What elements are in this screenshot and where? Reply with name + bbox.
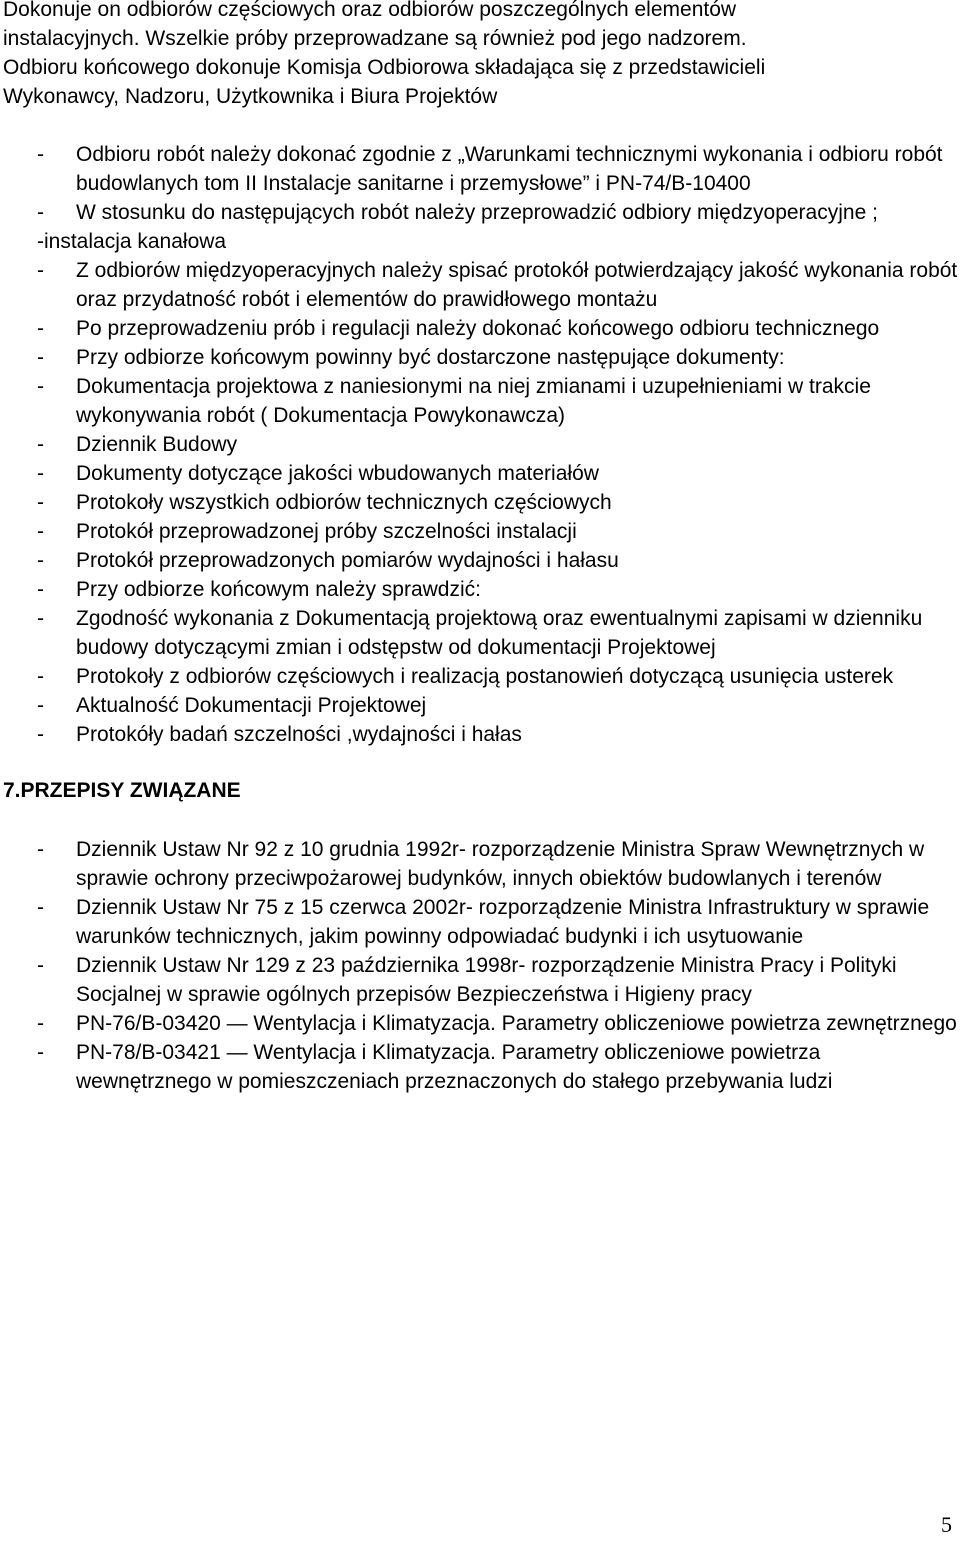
dash-bullet: - [37, 954, 44, 977]
list-item: - Protokoły z odbiorów częściowych i realizacją postanowień dotyczącą usunięcia usterek [3, 662, 958, 691]
dash-bullet: - [37, 896, 44, 919]
documents-list [3, 256, 958, 749]
spacer [3, 111, 958, 140]
dash-bullet: - [37, 838, 44, 861]
dash-bullet: - [37, 723, 44, 746]
dash-bullet: - [37, 578, 44, 601]
intro-line: instalacyjnych. Wszelkie próby przeprowadzane są również pod jego nadzorem. [3, 27, 747, 50]
intro-line: Odbioru końcowego dokonuje Komisja Odbiorowa składająca się z przedstawicieli [3, 56, 766, 79]
list-item: - Przy odbiorze końcowym należy sprawdzić: [3, 575, 958, 604]
list-item: - Protokóły badań szczelności ,wydajności i hałas [3, 720, 958, 749]
page-number: 5 [941, 1512, 952, 1537]
list-item: - Aktualność Dokumentacji Projektowej [3, 691, 958, 720]
list-item: - Dokumentacja projektowa z naniesionymi na niej zmianami i uzupełnieniami w trakcie wykonywania robót ( Dokumentacja Powykonawcza) [3, 372, 958, 430]
dash-bullet: - [37, 317, 44, 340]
dash-bullet: - [37, 375, 44, 398]
intro-paragraph [3, 0, 958, 111]
dash-bullet: - [37, 491, 44, 514]
list-item: - PN-78/B-03421 — Wentylacja i Klimatyzacja. Parametry obliczeniowe powietrza wewnętrznego w pomieszczeniach przeznaczonych do stałego przebywania ludzi [3, 1038, 958, 1096]
list-item: - Dziennik Budowy [3, 430, 958, 459]
list-item: - Protokoły wszystkich odbiorów technicznych częściowych [3, 488, 958, 517]
list-item: - W stosunku do następujących robót należy przeprowadzić odbiory międzyoperacyjne ; [3, 198, 958, 227]
dash-bullet: - [37, 1012, 44, 1035]
list-item: - Dokumenty dotyczące jakości wbudowanych materiałów [3, 459, 958, 488]
dash-bullet: - [37, 462, 44, 485]
list-item: - Dziennik Ustaw Nr 129 z 23 października 1998r- rozporządzenie Ministra Pracy i Polityki Socjalnej w sprawie ogólnych przepisów Bezpieczeństwa i Higieny pracy [3, 951, 958, 1009]
dash-bullet: - [37, 549, 44, 572]
list-item: - Protokół przeprowadzonych pomiarów wydajności i hałasu [3, 546, 958, 575]
list-item: - Dziennik Ustaw Nr 92 z 10 grudnia 1992r- rozporządzenie Ministra Spraw Wewnętrznych w sprawie ochrony przeciwpożarowej budynków, innych obiektów budowlanych i terenów [3, 835, 958, 893]
dash-bullet: - [37, 259, 44, 282]
regulations-list [3, 835, 958, 1096]
list-item: - Odbioru robót należy dokonać zgodnie z „Warunkami technicznymi wykonania i odbioru robót budowlanych tom II Instalacje sanitarne i przemysłowe” i PN-74/B-10400 [3, 140, 958, 198]
document-page [3, 0, 958, 1096]
list-item: - Po przeprowadzeniu prób i regulacji należy dokonać końcowego odbioru technicznego [3, 314, 958, 343]
plain-line: -instalacja kanałowa [37, 230, 227, 253]
section-heading: 7.PRZEPISY ZWIĄZANE [3, 779, 241, 802]
dash-bullet: - [37, 520, 44, 543]
list-item: - Przy odbiorze końcowym powinny być dostarczone następujące dokumenty: [3, 343, 958, 372]
list-item: - Protokół przeprowadzonej próby szczelności instalacji [3, 517, 958, 546]
dash-bullet: - [37, 201, 44, 224]
dash-bullet: - [37, 143, 44, 166]
list-item: - Z odbiorów międzyoperacyjnych należy spisać protokół potwierdzający jakość wykonania robót oraz przydatność robót i elementów do prawidłowego montażu [3, 256, 958, 314]
dash-bullet: - [37, 694, 44, 717]
list-item: - PN-76/B-03420 — Wentylacja i Klimatyzacja. Parametry obliczeniowe powietrza zewnętrznego [3, 1009, 958, 1038]
list-item: - Dziennik Ustaw Nr 75 z 15 czerwca 2002r- rozporządzenie Ministra Infrastruktury w sprawie warunków technicznych, jakim powinny odpowiadać budynki i ich usytuowanie [3, 893, 958, 951]
acceptance-list [3, 140, 958, 227]
dash-bullet: - [37, 346, 44, 369]
dash-bullet: - [37, 665, 44, 688]
intro-line: Dokonuje on odbiorów częściowych oraz odbiorów poszczególnych elementów [3, 0, 737, 21]
intro-line: Wykonawcy, Nadzoru, Użytkownika i Biura Projektów [3, 85, 498, 108]
dash-bullet: - [37, 607, 44, 630]
spacer [3, 805, 958, 835]
dash-bullet: - [37, 1041, 44, 1064]
dash-bullet: - [37, 433, 44, 456]
list-item: - Zgodność wykonania z Dokumentacją projektową oraz ewentualnymi zapisami w dzienniku budowy dotyczącymi zmian i odstępstw od dokumentacji Projektowej [3, 604, 958, 662]
